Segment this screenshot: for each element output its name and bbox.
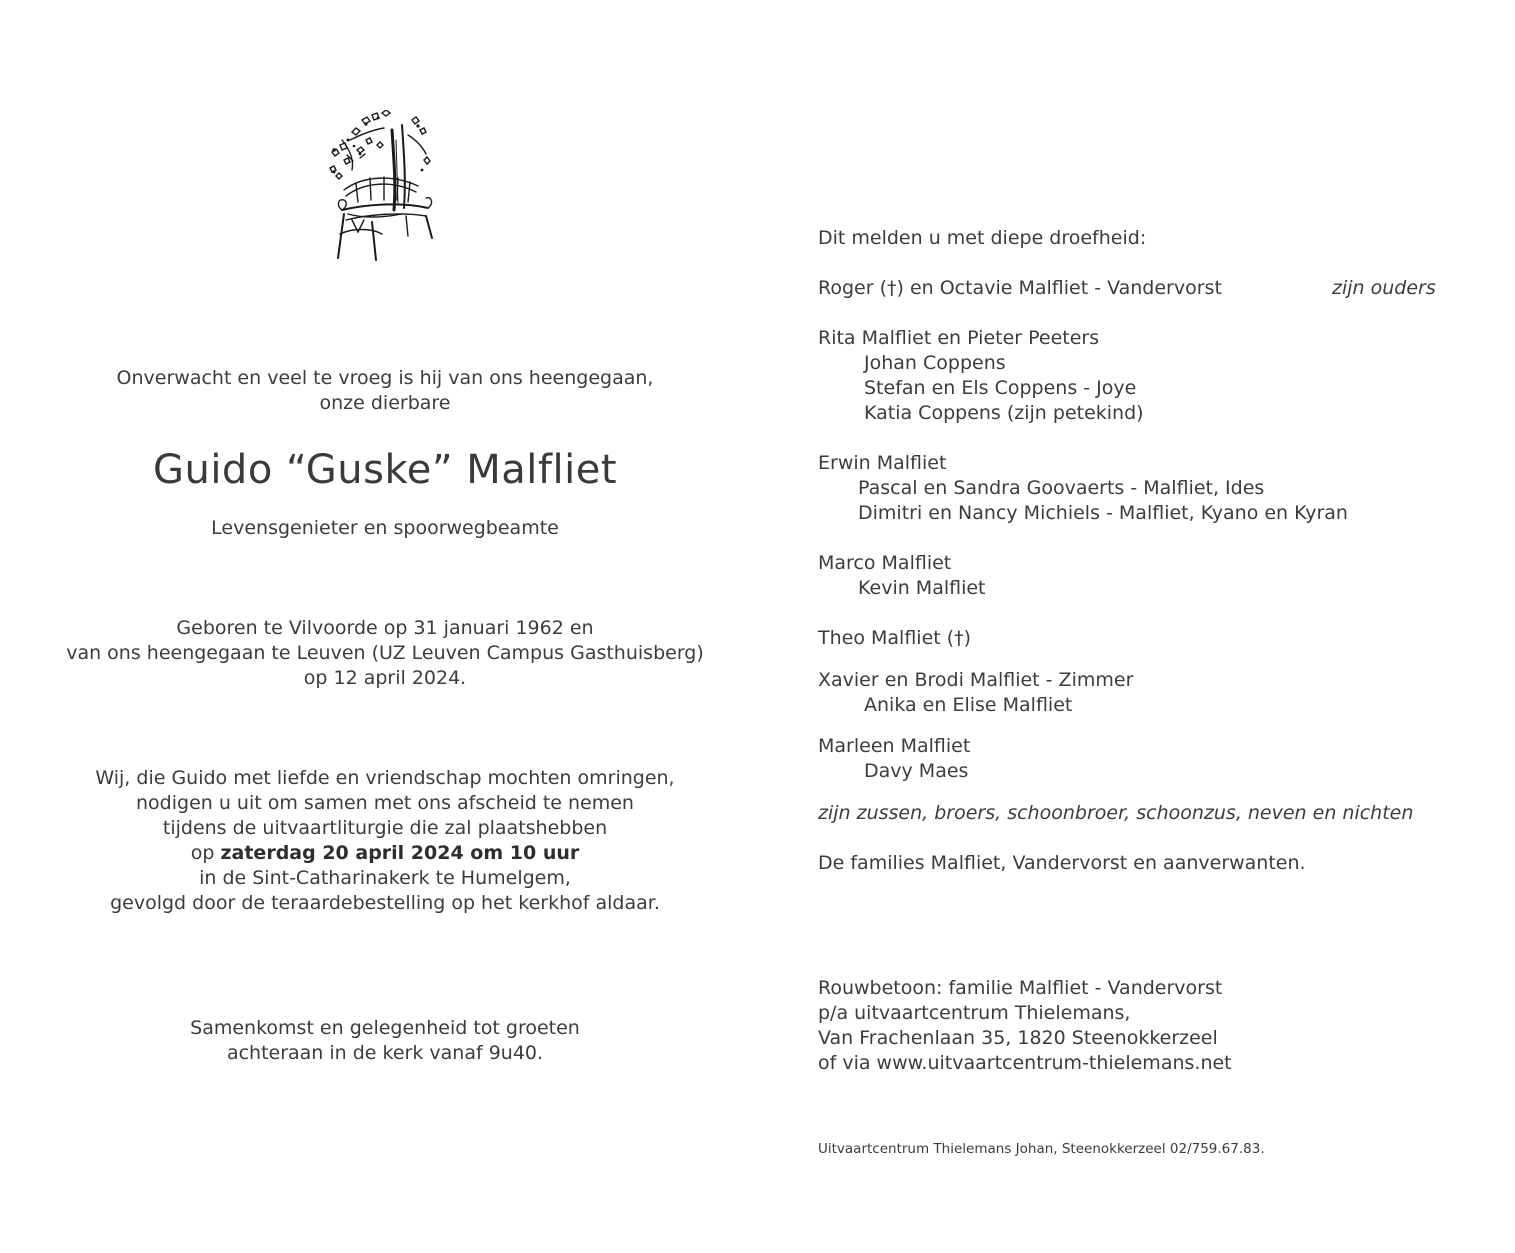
erwin-child: Pascal en Sandra Goovaerts - Malfliet, Ides bbox=[858, 477, 1265, 499]
siblings-role-block bbox=[818, 801, 1478, 826]
marco-child: Kevin Malfliet bbox=[858, 577, 986, 599]
families-line: De families Malfliet, Vandervorst en aanverwanten. bbox=[818, 852, 1306, 874]
footer-block bbox=[818, 1140, 1478, 1158]
erwin-child: Dimitri en Nancy Michiels - Malfliet, Kyano en Kyran bbox=[858, 502, 1348, 524]
intro-line-2: onze dierbare bbox=[319, 392, 451, 414]
siblings-role: zijn zussen, broers, schoonbroer, schoonzus, neven en nichten bbox=[818, 802, 1414, 824]
condolences-line-2: p/a uitvaartcentrum Thielemans, bbox=[818, 1002, 1131, 1024]
family-marleen bbox=[818, 734, 1478, 784]
deceased-description: Levensgenieter en spoorwegbeamte bbox=[211, 517, 559, 539]
rita-child: Stefan en Els Coppens - Joye bbox=[864, 377, 1137, 399]
announcement-heading: Dit melden u met diepe droefheid: bbox=[818, 227, 1147, 249]
xavier-name: Xavier en Brodi Malfliet - Zimmer bbox=[818, 669, 1134, 691]
gathering-block bbox=[40, 1016, 730, 1066]
parents-row bbox=[818, 276, 1478, 301]
invitation-date-prefix: op bbox=[190, 842, 221, 864]
erwin-name: Erwin Malfliet bbox=[818, 452, 947, 474]
birth-death-block bbox=[40, 616, 730, 691]
deceased-description-block bbox=[40, 516, 730, 541]
rita-child: Katia Coppens (zijn petekind) bbox=[864, 402, 1144, 424]
xavier-child: Anika en Elise Malfliet bbox=[864, 694, 1073, 716]
parents-role: zijn ouders bbox=[1332, 277, 1436, 299]
invitation-line-2: nodigen u uit om samen met ons afscheid te nemen bbox=[136, 792, 634, 814]
rita-child: Johan Coppens bbox=[864, 352, 1006, 374]
invitation-line-1: Wij, die Guido met liefde en vriendschap mochten omringen, bbox=[95, 767, 675, 789]
birth-death-line-1: Geboren te Vilvoorde op 31 januari 1962 en bbox=[176, 617, 594, 639]
gathering-line-1: Samenkomst en gelegenheid tot groeten bbox=[190, 1017, 580, 1039]
family-erwin bbox=[818, 451, 1478, 526]
tree-bench-illustration bbox=[322, 110, 437, 265]
announcement-heading-block bbox=[818, 226, 1478, 251]
birth-death-line-3: op 12 april 2024. bbox=[303, 667, 467, 689]
marco-name: Marco Malfliet bbox=[818, 552, 952, 574]
marleen-name: Marleen Malfliet bbox=[818, 735, 971, 757]
invitation-line-5: in de Sint-Catharinakerk te Humelgem, bbox=[199, 867, 571, 889]
invitation-line-3: tijdens de uitvaartliturgie die zal plaatshebben bbox=[162, 817, 608, 839]
rita-name: Rita Malfliet en Pieter Peeters bbox=[818, 327, 1100, 349]
intro-line-1: Onverwacht en veel te vroeg is hij van ons heengegaan, bbox=[116, 367, 654, 389]
birth-death-line-2: van ons heengegaan te Leuven (UZ Leuven Campus Gasthuisberg) bbox=[66, 642, 704, 664]
family-rita bbox=[818, 326, 1478, 426]
invitation-line-6: gevolgd door de teraardebestelling op het kerkhof aldaar. bbox=[110, 892, 660, 914]
intro-text bbox=[40, 366, 730, 416]
gathering-line-2: achteraan in de kerk vanaf 9u40. bbox=[226, 1042, 544, 1064]
invitation-block bbox=[40, 766, 730, 916]
family-marco bbox=[818, 551, 1478, 601]
condolences-line-1: Rouwbetoon: familie Malfliet - Vandervorst bbox=[818, 977, 1223, 999]
deceased-block bbox=[40, 446, 730, 494]
family-xavier bbox=[818, 668, 1478, 718]
invitation-line-4 bbox=[40, 841, 730, 866]
deceased-name: Guido “Guske” Malfliet bbox=[152, 447, 618, 493]
ceremony-date: zaterdag 20 april 2024 om 10 uur bbox=[220, 842, 580, 864]
families-block bbox=[818, 851, 1478, 876]
parents-names: Roger (†) en Octavie Malfliet - Vandervorst bbox=[818, 277, 1222, 299]
condolences-line-3: Van Frachenlaan 35, 1820 Steenokkerzeel bbox=[818, 1027, 1218, 1049]
family-theo bbox=[818, 626, 1478, 651]
theo-name: Theo Malfliet (†) bbox=[818, 627, 972, 649]
funeral-home-footer: Uitvaartcentrum Thielemans Johan, Steenokkerzeel 02/759.67.83. bbox=[818, 1141, 1265, 1157]
condolences-block bbox=[818, 976, 1478, 1076]
condolences-link[interactable]: of via www.uitvaartcentrum-thielemans.net bbox=[818, 1052, 1232, 1074]
marleen-child: Davy Maes bbox=[864, 760, 969, 782]
